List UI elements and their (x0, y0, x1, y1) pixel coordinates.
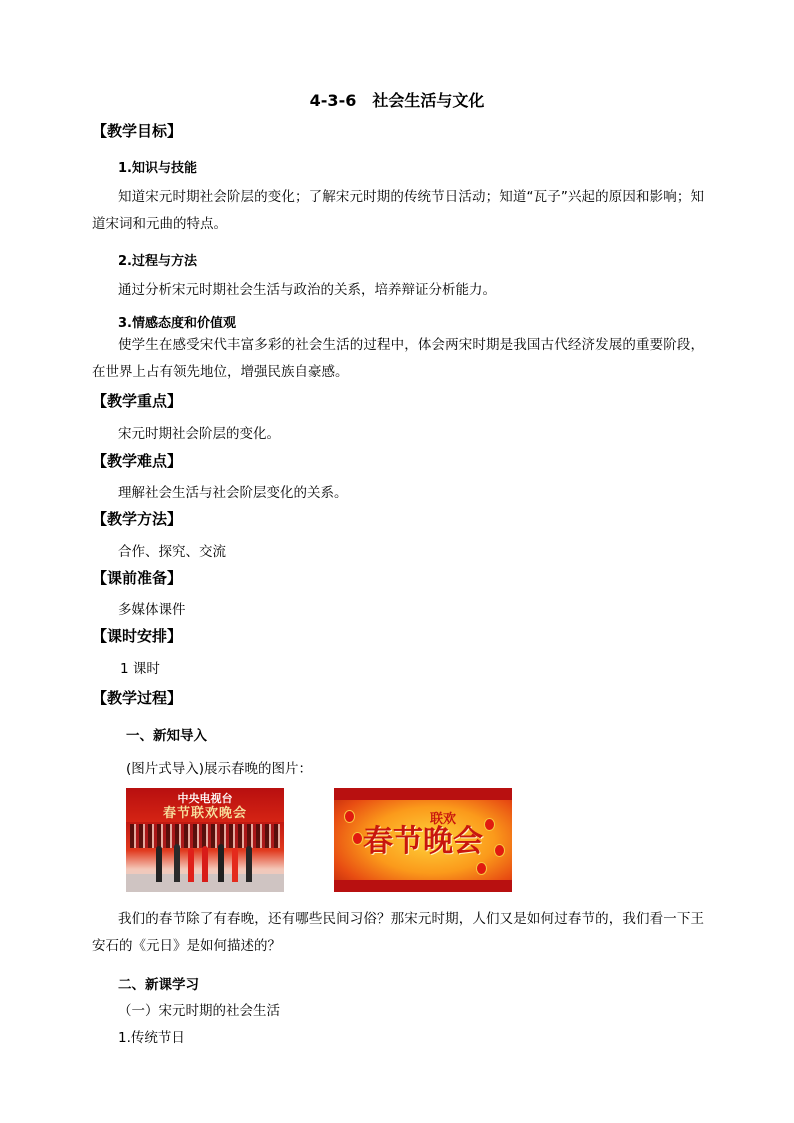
schedule-heading: 【课时安排】 (92, 627, 183, 645)
lantern-icon (494, 844, 505, 857)
performer (156, 846, 162, 882)
preparation-text: 多媒体课件 (118, 602, 186, 618)
preparation-heading: 【课前准备】 (92, 569, 183, 587)
objective-2-heading: 2.过程与方法 (118, 254, 197, 269)
lantern-icon (352, 832, 363, 845)
objective-1-text: 知道宋元时期社会阶层的变化；了解宋元时期的传统节日活动；知道“瓦子”兴起的原因和影响；知道宋词和元曲的特点。 (92, 189, 704, 232)
process-heading: 【教学过程】 (92, 689, 183, 707)
lantern-icon (476, 862, 487, 875)
performer (188, 848, 194, 882)
lantern-icon (484, 818, 495, 831)
objective-2-text: 通过分析宋元时期社会生活与政治的关系，培养辩证分析能力。 (118, 282, 496, 298)
bottom-border (334, 880, 512, 892)
schedule-text: 1 课时 (120, 661, 160, 677)
performer (232, 848, 238, 882)
method-heading: 【教学方法】 (92, 510, 183, 528)
key-point-text: 宋元时期社会阶层的变化。 (118, 426, 280, 442)
performer (174, 844, 180, 882)
objective-1-heading: 1.知识与技能 (118, 161, 197, 176)
gala-logo-image (334, 788, 512, 892)
lantern-icon (344, 810, 355, 823)
gala-logo-text: 春节晚会 (363, 824, 483, 859)
gala-banner-line1: 中央电视台 (177, 792, 233, 805)
objective-3-text: 使学生在感受宋代丰富多彩的社会生活的过程中，体会两宋时期是我国古代经济发展的重要阶段，在世界上占有领先地位，增强民族自豪感。 (92, 337, 704, 380)
gala-choir (130, 824, 280, 848)
intro-heading: 一、新知导入 (126, 728, 207, 744)
page-title: 4-3-6 社会生活与文化 (309, 91, 485, 110)
gala-stage-image (126, 788, 284, 892)
part-1-heading: （一）宋元时期的社会生活 (118, 1003, 280, 1019)
performer (218, 844, 224, 882)
objective-3-heading: 3.情感态度和价值观 (118, 316, 236, 331)
difficulty-heading: 【教学难点】 (92, 452, 183, 470)
top-border (334, 788, 512, 800)
intro-text: (图片式导入)展示春晚的图片： (126, 761, 313, 777)
key-point-heading: 【教学重点】 (92, 392, 183, 410)
question-text: 我们的春节除了有春晚，还有哪些民间习俗？那宋元时期，人们又是如何过春节的，我们看一下王安石的《元日》是如何描述的？ (92, 911, 704, 954)
method-text: 合作、探究、交流 (118, 544, 226, 560)
gala-banner-line2: 春节联欢晚会 (162, 806, 247, 821)
performer (246, 846, 252, 882)
objectives-heading: 【教学目标】 (92, 122, 183, 140)
performer (202, 846, 208, 882)
difficulty-text: 理解社会生活与社会阶层变化的关系。 (118, 485, 348, 501)
gala-logo-small-text: 联欢 (430, 812, 457, 827)
part-1-item-1: 1.传统节日 (118, 1030, 185, 1046)
new-lesson-heading: 二、新课学习 (118, 977, 199, 993)
